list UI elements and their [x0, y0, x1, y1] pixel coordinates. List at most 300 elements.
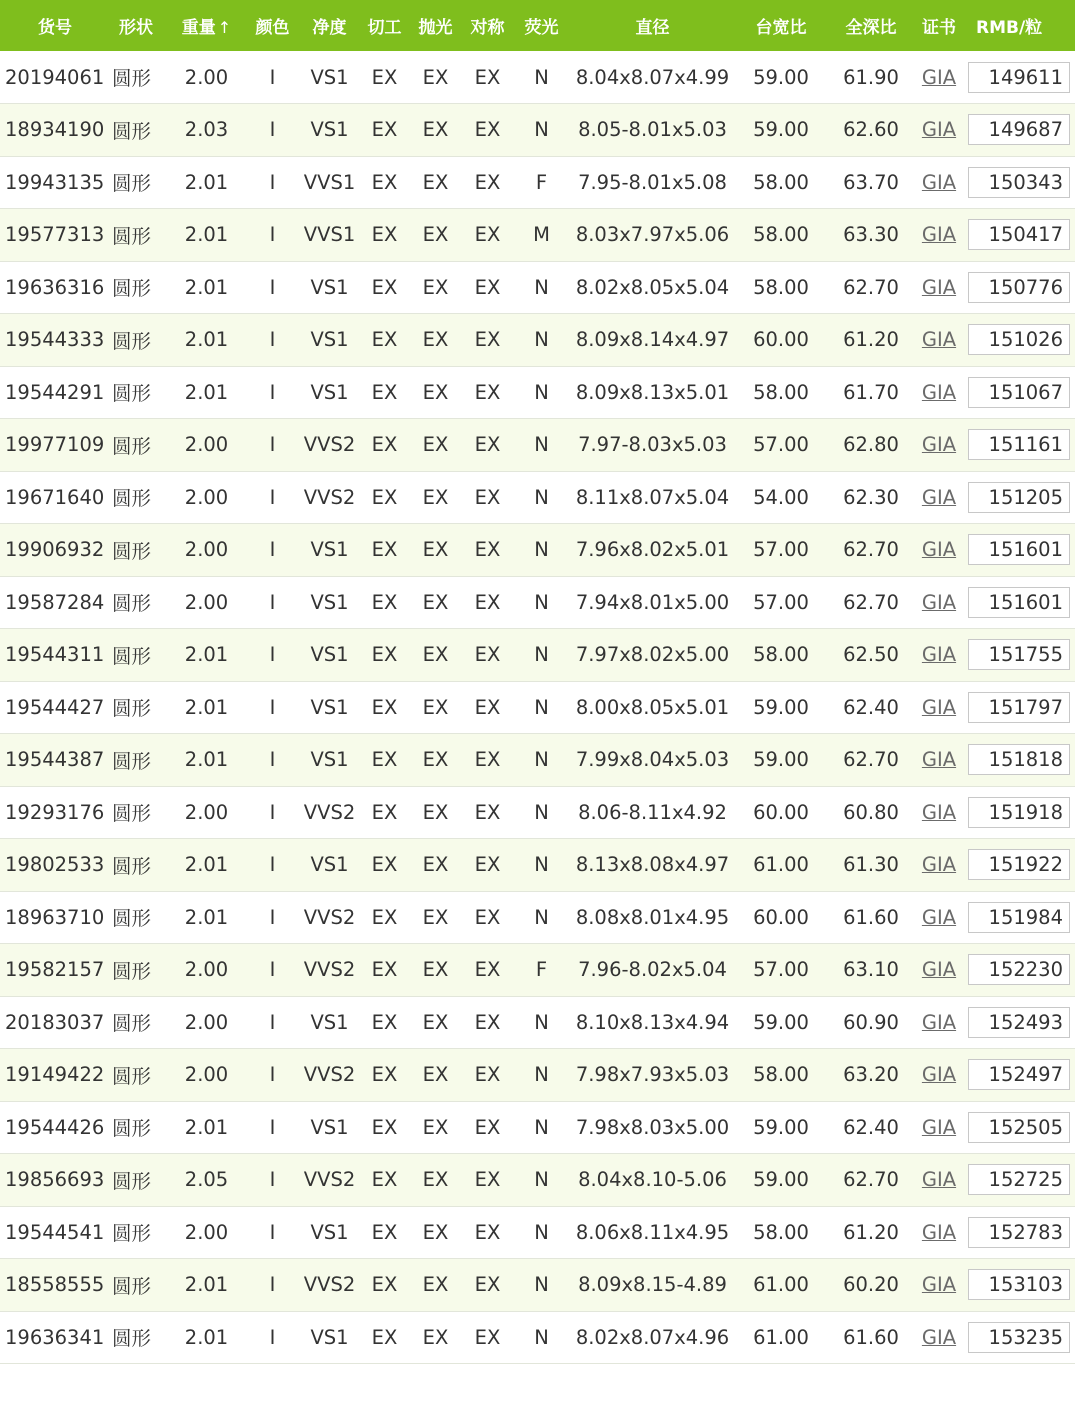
cell-depth-ratio: 61.90 [832, 51, 910, 104]
cell-stock-id: 19577313 [0, 209, 110, 262]
cell-shape: 圆形 [110, 471, 162, 524]
cell-symmetry: EX [467, 681, 508, 734]
certificate-link[interactable]: GIA [921, 433, 957, 457]
cell-certificate [910, 104, 968, 157]
price-field[interactable]: 150417 [968, 219, 1070, 250]
table-row [0, 524, 1075, 577]
cell-depth-ratio: 62.80 [832, 419, 910, 472]
cell-certificate [910, 366, 968, 419]
cell-symmetry: EX [467, 1049, 508, 1102]
table-row [0, 1206, 1075, 1259]
certificate-link[interactable]: GIA [921, 1115, 957, 1139]
cell-cut: EX [365, 1311, 404, 1364]
cell-certificate [910, 629, 968, 682]
cell-depth-ratio: 62.60 [832, 104, 910, 157]
header-fluorescence[interactable]: 荧光 [524, 18, 559, 38]
cell-symmetry: EX [467, 1311, 508, 1364]
cell-certificate [910, 51, 968, 104]
table-row [0, 576, 1075, 629]
cell-certificate [910, 261, 968, 314]
cell-price [968, 314, 1075, 367]
cell-cut: EX [365, 629, 404, 682]
price-field[interactable]: 151984 [968, 902, 1070, 933]
table-row [0, 734, 1075, 787]
cell-table-ratio: 60.00 [730, 786, 832, 839]
certificate-link[interactable]: GIA [921, 65, 957, 89]
cell-color: I [251, 839, 294, 892]
price-field[interactable]: 152725 [968, 1164, 1070, 1195]
cell-fluorescence: M [508, 209, 575, 262]
cell-polish: EX [404, 681, 467, 734]
cell-depth-ratio: 62.70 [832, 261, 910, 314]
cell-fluorescence: N [508, 1154, 575, 1207]
cell-polish: EX [404, 1101, 467, 1154]
cell-table-ratio: 59.00 [730, 1101, 832, 1154]
cell-polish: EX [404, 471, 467, 524]
price-field[interactable]: 153103 [968, 1269, 1070, 1300]
cell-diameter: 8.10x8.13x4.94 [575, 996, 730, 1049]
price-field[interactable]: 149687 [968, 114, 1070, 145]
certificate-link[interactable]: GIA [921, 1168, 957, 1192]
cell-shape: 圆形 [110, 576, 162, 629]
cell-clarity: VS1 [294, 1311, 365, 1364]
cell-color: I [251, 156, 294, 209]
cell-cut: EX [365, 51, 404, 104]
cell-cut: EX [365, 314, 404, 367]
header-id[interactable]: 货号 [38, 18, 72, 38]
cell-polish: EX [404, 261, 467, 314]
cell-table-ratio: 57.00 [730, 576, 832, 629]
cell-shape: 圆形 [110, 314, 162, 367]
certificate-link[interactable]: GIA [921, 1010, 957, 1034]
cell-color: I [251, 996, 294, 1049]
header-weight-label[interactable]: 重量 [181, 18, 216, 38]
cell-symmetry: EX [467, 891, 508, 944]
certificate-link[interactable]: GIA [921, 1325, 957, 1349]
price-field[interactable]: 149611 [968, 62, 1070, 93]
cell-stock-id: 19636316 [0, 261, 110, 314]
cell-table-ratio: 58.00 [730, 629, 832, 682]
cell-color: I [251, 209, 294, 262]
cell-depth-ratio: 60.80 [832, 786, 910, 839]
cell-clarity: VS1 [294, 366, 365, 419]
cell-table-ratio: 59.00 [730, 1154, 832, 1207]
cell-stock-id: 18558555 [0, 1259, 110, 1312]
price-field[interactable]: 152783 [968, 1217, 1070, 1248]
cell-certificate [910, 156, 968, 209]
cell-cut: EX [365, 1101, 404, 1154]
cell-cut: EX [365, 419, 404, 472]
certificate-link[interactable]: GIA [921, 748, 957, 772]
cell-certificate [910, 471, 968, 524]
cell-symmetry: EX [467, 629, 508, 682]
cell-clarity: VVS2 [294, 419, 365, 472]
cell-price [968, 471, 1075, 524]
header-price[interactable]: RMB/粒 [976, 18, 1043, 38]
cell-fluorescence: N [508, 996, 575, 1049]
cell-polish: EX [404, 209, 467, 262]
cell-shape: 圆形 [110, 1311, 162, 1364]
cell-depth-ratio: 62.40 [832, 1101, 910, 1154]
cell-weight: 2.03 [162, 104, 251, 157]
price-field[interactable]: 151922 [968, 849, 1070, 880]
cell-clarity: VS1 [294, 681, 365, 734]
cell-color: I [251, 1049, 294, 1102]
table-row [0, 261, 1075, 314]
cell-weight: 2.00 [162, 944, 251, 997]
table-row [0, 1049, 1075, 1102]
price-field[interactable]: 151026 [968, 324, 1070, 355]
table-row [0, 944, 1075, 997]
cell-price [968, 156, 1075, 209]
cell-weight: 2.01 [162, 366, 251, 419]
cell-weight: 2.01 [162, 261, 251, 314]
cell-depth-ratio: 62.70 [832, 576, 910, 629]
cell-price [968, 891, 1075, 944]
table-row [0, 996, 1075, 1049]
cell-depth-ratio: 62.30 [832, 471, 910, 524]
header-clarity[interactable]: 净度 [312, 18, 347, 38]
cell-stock-id: 19977109 [0, 419, 110, 472]
cell-shape: 圆形 [110, 1206, 162, 1259]
cell-table-ratio: 60.00 [730, 891, 832, 944]
certificate-link[interactable]: GIA [921, 958, 957, 982]
cell-symmetry: EX [467, 944, 508, 997]
cell-fluorescence: N [508, 366, 575, 419]
cell-symmetry: EX [467, 209, 508, 262]
cell-diameter: 8.03x7.97x5.06 [575, 209, 730, 262]
cell-polish: EX [404, 314, 467, 367]
header-symmetry[interactable]: 对称 [470, 18, 505, 38]
cell-cut: EX [365, 1154, 404, 1207]
header-cut[interactable]: 切工 [367, 18, 402, 38]
cell-color: I [251, 786, 294, 839]
cell-weight: 2.00 [162, 51, 251, 104]
cell-table-ratio: 57.00 [730, 944, 832, 997]
price-field[interactable]: 151818 [968, 744, 1070, 775]
header-color[interactable]: 颜色 [255, 18, 290, 38]
certificate-link[interactable]: GIA [921, 905, 957, 929]
cell-price [968, 734, 1075, 787]
cell-certificate [910, 1206, 968, 1259]
cell-diameter: 8.02x8.07x4.96 [575, 1311, 730, 1364]
certificate-link[interactable]: GIA [921, 1220, 957, 1244]
certificate-link[interactable]: GIA [921, 1273, 957, 1297]
price-field[interactable]: 151797 [968, 692, 1070, 723]
cell-depth-ratio: 62.50 [832, 629, 910, 682]
certificate-link[interactable]: GIA [921, 328, 957, 352]
cell-diameter: 8.05-8.01x5.03 [575, 104, 730, 157]
cell-fluorescence: N [508, 629, 575, 682]
cell-shape: 圆形 [110, 156, 162, 209]
cell-weight: 2.05 [162, 1154, 251, 1207]
cell-fluorescence: F [508, 156, 575, 209]
cell-shape: 圆形 [110, 1154, 162, 1207]
header-row [0, 0, 1075, 51]
cell-clarity: VVS1 [294, 156, 365, 209]
cell-shape: 圆形 [110, 1101, 162, 1154]
cell-depth-ratio: 63.20 [832, 1049, 910, 1102]
cell-diameter: 7.95-8.01x5.08 [575, 156, 730, 209]
cell-diameter: 7.98x8.03x5.00 [575, 1101, 730, 1154]
cell-polish: EX [404, 996, 467, 1049]
cell-certificate [910, 314, 968, 367]
cell-polish: EX [404, 366, 467, 419]
cell-fluorescence: N [508, 1049, 575, 1102]
certificate-link[interactable]: GIA [921, 118, 957, 142]
certificate-link[interactable]: GIA [921, 590, 957, 614]
price-field[interactable]: 152230 [968, 954, 1070, 985]
cell-depth-ratio: 63.70 [832, 156, 910, 209]
table-row [0, 314, 1075, 367]
cell-weight: 2.00 [162, 1049, 251, 1102]
cell-color: I [251, 1311, 294, 1364]
price-field[interactable]: 151601 [968, 534, 1070, 565]
cell-symmetry: EX [467, 524, 508, 577]
cell-symmetry: EX [467, 996, 508, 1049]
cell-clarity: VVS2 [294, 1259, 365, 1312]
cell-clarity: VS1 [294, 734, 365, 787]
cell-shape: 圆形 [110, 839, 162, 892]
cell-fluorescence: N [508, 786, 575, 839]
cell-cut: EX [365, 734, 404, 787]
cell-shape: 圆形 [110, 891, 162, 944]
certificate-link[interactable]: GIA [921, 1063, 957, 1087]
table-body [0, 51, 1075, 1364]
cell-shape: 圆形 [110, 944, 162, 997]
certificate-link[interactable]: GIA [921, 800, 957, 824]
cell-weight: 2.01 [162, 1101, 251, 1154]
cell-polish: EX [404, 51, 467, 104]
cell-symmetry: EX [467, 1259, 508, 1312]
cell-table-ratio: 58.00 [730, 366, 832, 419]
cell-color: I [251, 734, 294, 787]
cell-clarity: VS1 [294, 1101, 365, 1154]
certificate-link[interactable]: GIA [921, 275, 957, 299]
cell-diameter: 8.00x8.05x5.01 [575, 681, 730, 734]
cell-price [968, 209, 1075, 262]
cell-color: I [251, 1259, 294, 1312]
cell-cut: EX [365, 471, 404, 524]
cell-shape: 圆形 [110, 104, 162, 157]
cell-shape: 圆形 [110, 681, 162, 734]
cell-price [968, 1206, 1075, 1259]
table-row [0, 839, 1075, 892]
header-depth-ratio[interactable]: 全深比 [845, 18, 897, 38]
table-header [0, 0, 1075, 51]
cell-clarity: VS1 [294, 839, 365, 892]
cell-cut: EX [365, 366, 404, 419]
cell-stock-id: 19544311 [0, 629, 110, 682]
price-field[interactable]: 151067 [968, 377, 1070, 408]
cell-clarity: VVS1 [294, 209, 365, 262]
price-field[interactable]: 153235 [968, 1322, 1070, 1353]
certificate-link[interactable]: GIA [921, 223, 957, 247]
cell-color: I [251, 104, 294, 157]
cell-cut: EX [365, 1259, 404, 1312]
cell-stock-id: 19906932 [0, 524, 110, 577]
cell-fluorescence: N [508, 51, 575, 104]
certificate-link[interactable]: GIA [921, 485, 957, 509]
cell-clarity: VS1 [294, 314, 365, 367]
price-field[interactable]: 150343 [968, 167, 1070, 198]
price-field[interactable]: 152505 [968, 1112, 1070, 1143]
cell-table-ratio: 60.00 [730, 314, 832, 367]
cell-fluorescence: N [508, 524, 575, 577]
cell-table-ratio: 59.00 [730, 51, 832, 104]
cell-polish: EX [404, 419, 467, 472]
cell-weight: 2.01 [162, 156, 251, 209]
cell-clarity: VVS2 [294, 1049, 365, 1102]
cell-table-ratio: 58.00 [730, 1206, 832, 1259]
cell-weight: 2.00 [162, 576, 251, 629]
cell-polish: EX [404, 891, 467, 944]
cell-table-ratio: 61.00 [730, 1259, 832, 1312]
cell-certificate [910, 1101, 968, 1154]
table-row [0, 104, 1075, 157]
cell-stock-id: 19856693 [0, 1154, 110, 1207]
cell-certificate [910, 209, 968, 262]
cell-color: I [251, 524, 294, 577]
cell-fluorescence: N [508, 839, 575, 892]
cell-polish: EX [404, 1259, 467, 1312]
price-field[interactable]: 151205 [968, 482, 1070, 513]
cell-price [968, 419, 1075, 472]
cell-certificate [910, 839, 968, 892]
cell-certificate [910, 891, 968, 944]
cell-fluorescence: N [508, 471, 575, 524]
cell-diameter: 8.04x8.07x4.99 [575, 51, 730, 104]
cell-fluorescence: N [508, 314, 575, 367]
cell-diameter: 7.97x8.02x5.00 [575, 629, 730, 682]
price-field[interactable]: 151601 [968, 587, 1070, 618]
header-table-ratio[interactable]: 台宽比 [755, 18, 807, 38]
cell-color: I [251, 366, 294, 419]
cell-certificate [910, 944, 968, 997]
cell-price [968, 1049, 1075, 1102]
certificate-link[interactable]: GIA [921, 380, 957, 404]
cell-certificate [910, 786, 968, 839]
cell-color: I [251, 471, 294, 524]
header-diameter[interactable]: 直径 [635, 18, 670, 38]
cell-depth-ratio: 61.20 [832, 1206, 910, 1259]
certificate-link[interactable]: GIA [921, 643, 957, 667]
cell-stock-id: 19802533 [0, 839, 110, 892]
price-field[interactable]: 150776 [968, 272, 1070, 303]
price-field[interactable]: 151161 [968, 429, 1070, 460]
cell-polish: EX [404, 839, 467, 892]
certificate-link[interactable]: GIA [921, 170, 957, 194]
cell-diameter: 8.09x8.14x4.97 [575, 314, 730, 367]
cell-table-ratio: 58.00 [730, 156, 832, 209]
table-row [0, 629, 1075, 682]
price-field[interactable]: 151755 [968, 639, 1070, 670]
cell-cut: EX [365, 261, 404, 314]
cell-fluorescence: N [508, 891, 575, 944]
cell-polish: EX [404, 576, 467, 629]
cell-shape: 圆形 [110, 734, 162, 787]
cell-color: I [251, 681, 294, 734]
certificate-link[interactable]: GIA [921, 695, 957, 719]
cell-price [968, 996, 1075, 1049]
cell-symmetry: EX [467, 366, 508, 419]
certificate-link[interactable]: GIA [921, 853, 957, 877]
cell-weight: 2.01 [162, 314, 251, 367]
cell-depth-ratio: 61.60 [832, 1311, 910, 1364]
cell-polish: EX [404, 156, 467, 209]
cell-weight: 2.00 [162, 471, 251, 524]
cell-color: I [251, 576, 294, 629]
cell-cut: EX [365, 681, 404, 734]
cell-depth-ratio: 61.20 [832, 314, 910, 367]
certificate-link[interactable]: GIA [921, 538, 957, 562]
header-certificate[interactable]: 证书 [922, 18, 956, 38]
cell-table-ratio: 59.00 [730, 996, 832, 1049]
cell-diameter: 7.98x7.93x5.03 [575, 1049, 730, 1102]
cell-shape: 圆形 [110, 1259, 162, 1312]
cell-weight: 2.00 [162, 996, 251, 1049]
cell-symmetry: EX [467, 471, 508, 524]
cell-symmetry: EX [467, 104, 508, 157]
cell-stock-id: 18963710 [0, 891, 110, 944]
cell-diameter: 7.97-8.03x5.03 [575, 419, 730, 472]
cell-price [968, 1259, 1075, 1312]
cell-polish: EX [404, 104, 467, 157]
header-polish[interactable]: 抛光 [418, 18, 453, 38]
cell-stock-id: 19636341 [0, 1311, 110, 1364]
cell-clarity: VS1 [294, 1206, 365, 1259]
cell-certificate [910, 1311, 968, 1364]
cell-stock-id: 19544291 [0, 366, 110, 419]
cell-clarity: VVS2 [294, 1154, 365, 1207]
cell-shape: 圆形 [110, 419, 162, 472]
cell-clarity: VS1 [294, 261, 365, 314]
cell-table-ratio: 59.00 [730, 734, 832, 787]
cell-depth-ratio: 60.90 [832, 996, 910, 1049]
cell-table-ratio: 61.00 [730, 1311, 832, 1364]
cell-table-ratio: 57.00 [730, 524, 832, 577]
price-field[interactable]: 151918 [968, 797, 1070, 828]
cell-polish: EX [404, 1049, 467, 1102]
cell-polish: EX [404, 629, 467, 682]
cell-symmetry: EX [467, 156, 508, 209]
cell-certificate [910, 1154, 968, 1207]
header-weight[interactable] [162, 0, 251, 51]
cell-stock-id: 19544541 [0, 1206, 110, 1259]
cell-polish: EX [404, 524, 467, 577]
cell-cut: EX [365, 156, 404, 209]
cell-shape: 圆形 [110, 209, 162, 262]
header-shape[interactable]: 形状 [119, 18, 153, 38]
cell-fluorescence: N [508, 681, 575, 734]
table-row [0, 366, 1075, 419]
cell-fluorescence: F [508, 944, 575, 997]
cell-weight: 2.00 [162, 419, 251, 472]
cell-diameter: 8.06-8.11x4.92 [575, 786, 730, 839]
price-field[interactable]: 152493 [968, 1007, 1070, 1038]
cell-shape: 圆形 [110, 51, 162, 104]
cell-diameter: 8.13x8.08x4.97 [575, 839, 730, 892]
cell-table-ratio: 61.00 [730, 839, 832, 892]
cell-symmetry: EX [467, 1101, 508, 1154]
cell-symmetry: EX [467, 51, 508, 104]
cell-price [968, 629, 1075, 682]
cell-symmetry: EX [467, 786, 508, 839]
cell-diameter: 8.11x8.07x5.04 [575, 471, 730, 524]
cell-table-ratio: 54.00 [730, 471, 832, 524]
price-field[interactable]: 152497 [968, 1059, 1070, 1090]
cell-depth-ratio: 61.60 [832, 891, 910, 944]
